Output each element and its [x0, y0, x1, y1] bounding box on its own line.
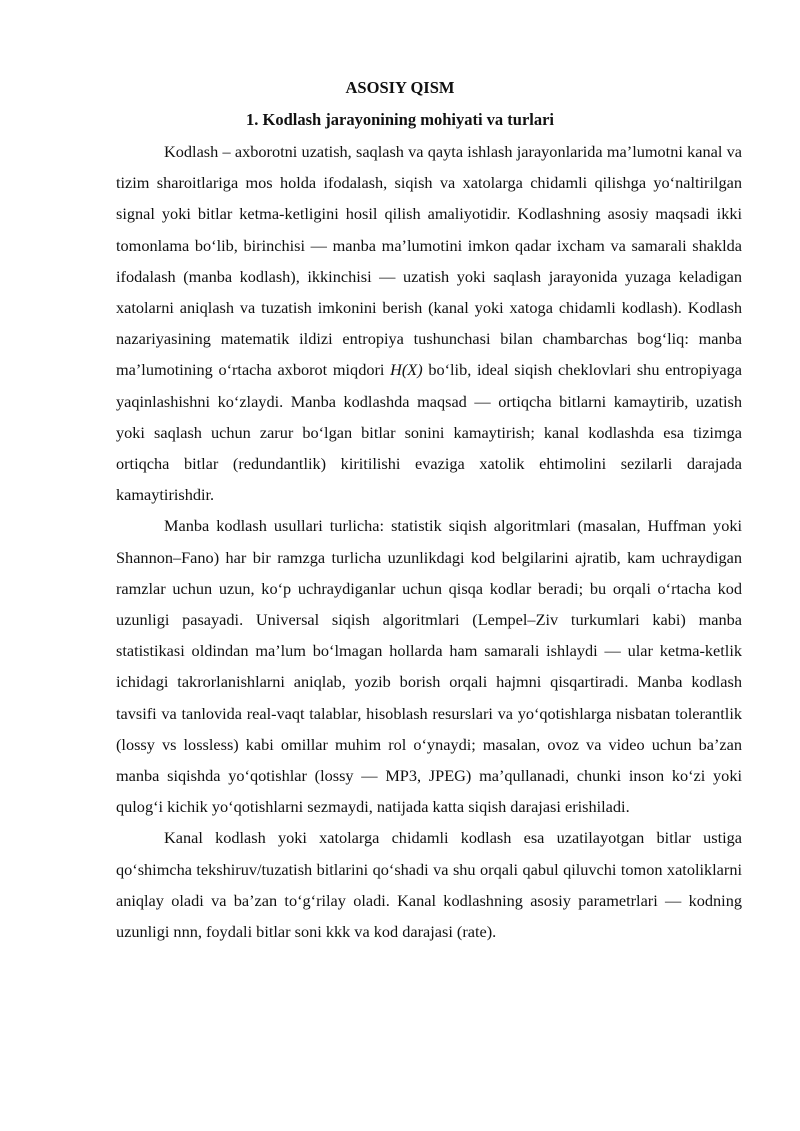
paragraph-2: Manba kodlash usullari turlicha: statistik siqish algoritmlari (masalan, Huffman yoki Shannon–Fano) har bir ramzga turlicha uzunlikdagi kod belgilarini ajratib, kam uchraydigan ramzlar uchun uzun, ko‘p uchraydiganlar uchun qisqa kodlar beradi; bu orqali o‘rtacha kod uzunligi pasayadi. Universal siqish algoritmlari (Lempel–Ziv turkumlari kabi) manba statistikasi oldindan ma’lum bo‘lmagan hollarda ham samarali ishlaydi — ular ketma-ketlik ichidagi takrorlanishlarni aniqlab, yozib borish orqali hajmni qisqartiradi. Manba kodlash tavsifi va tanlovida real-vaqt talablar, hisoblash resurslari va yo‘qotishlarga nisbatan tolerantlik (lossy vs lossless) kabi omillar muhim rol o‘ynaydi; masalan, ovoz va video uchun ba’zan manba siqishda yo‘qotishlar (lossy — MP3, JPEG) ma’qullanadi, chunki inson ko‘zi yoki qulog‘i kichik yo‘qotishlarni sezmaydi, natijada katta siqish darajasi erishiladi.: [116, 516, 742, 817]
paragraph-1: [116, 136, 742, 510]
section-heading: 1. Kodlash jarayonining mohiyati va turlari: [245, 110, 555, 129]
document-body: [116, 136, 742, 947]
paragraph-1-text-a: Kodlash – axborotni uzatish, saqlash va qayta ishlash jarayonlarida ma’lumotni kanal va tizim sharoitlariga mos holda ifodalash, siqish va xatolarga chidamli qilishga yo‘naltirilgan signal yoki bitlar ketma-ketligini hosil qilish amaliyotidir. Kodlashning asosiy maqsadi ikki tomonlama bo‘lib, birinchisi — manba ma’lumotini imkon qadar ixcham va samarali shaklda ifodalash (manba kodlash), ikkinchisi — uzatish yoki saqlash jarayonida yuzaga keladigan xatolarni aniqlash va tuzatish imkonini berish (kanal yoki xatoga chidamli kodlash). Kodlash nazariyasining matematik ildizi entropiya tushunchasi bilan chambarchas bog‘liq: manba ma’lumotining o‘rtacha axborot miqdori: [116, 142, 742, 380]
entropy-formula: H(X): [390, 360, 423, 380]
paragraph-1-text-b: bo‘lib, ideal siqish cheklovlari shu entropiyaga yaqinlashishni ko‘zlaydi. Manba kodlashda maqsad — ortiqcha bitlarni kamaytirib, uzatish yoki saqlash uchun zarur bo‘lgan bitlar sonini kamaytirish; kanal kodlashda esa tizimga ortiqcha bitlar (redundantlik) kiritilishi evaziga xatolik ehtimolini sezilarli darajada kamaytirishdir.: [116, 360, 742, 505]
document-title: ASOSIY QISM: [345, 78, 455, 97]
paragraph-3: Kanal kodlash yoki xatolarga chidamli kodlash esa uzatilayotgan bitlar ustiga qo‘shimcha tekshiruv/tuzatish bitlarini qo‘shadi va shu orqali qabul qiluvchi tomon xatoliklarni aniqlay oladi va ba’zan to‘g‘rilay oladi. Kanal kodlashning asosiy parametrlari — kodning uzunligi nnn, foydali bitlar soni kkk va kod darajasi (rate).: [116, 828, 742, 942]
